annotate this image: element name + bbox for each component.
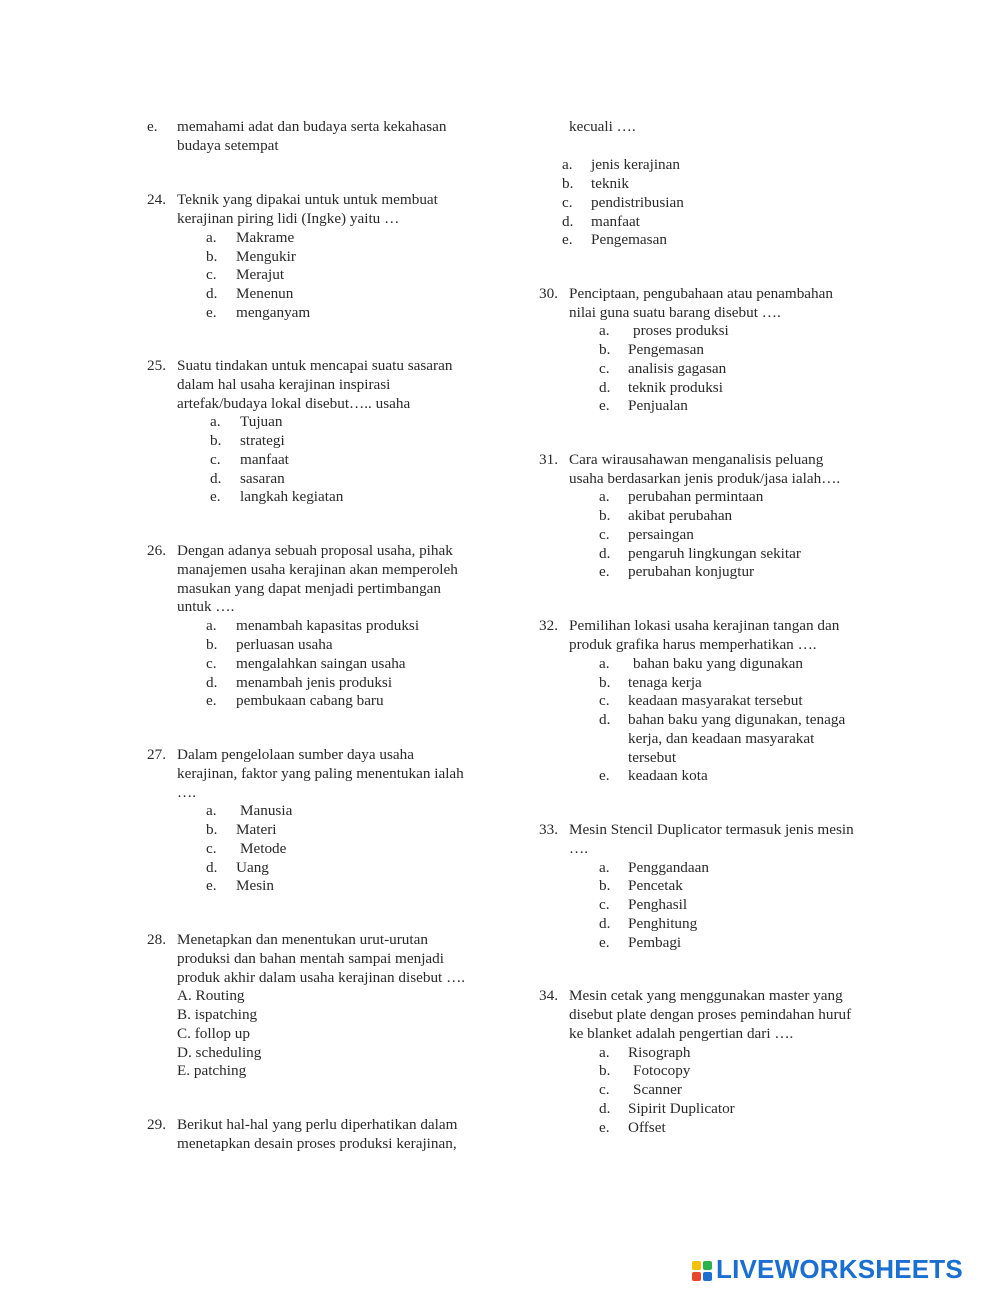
right-column-text-line: Pengemasan — [628, 341, 704, 358]
left-column-text-line: Tujuan — [240, 413, 283, 430]
left-column-text-line: produksi dan bahan mentah sampai menjadi — [177, 950, 444, 967]
right-column-text-line: c. — [562, 194, 573, 211]
right-column-text-line: Penjualan — [628, 397, 688, 414]
right-column-text-line: b. — [599, 507, 611, 524]
left-column-text-line: C. follop up — [177, 1025, 250, 1042]
left-column-text-line: pembukaan cabang baru — [236, 692, 384, 709]
right-column-text-line: tersebut — [628, 749, 677, 766]
right-column-text-line: Mesin Stencil Duplicator termasuk jenis mesin — [569, 821, 854, 838]
left-column-text-line: e. — [147, 118, 158, 135]
left-column-text-line: b. — [206, 248, 218, 265]
left-column-text-line: 27. — [147, 746, 166, 763]
right-column-text-line: analisis gagasan — [628, 360, 727, 377]
left-column-text-line: kerajinan, faktor yang paling menentukan ialah — [177, 765, 464, 782]
right-column-text-line: a. — [599, 1044, 610, 1061]
right-column-text-line: e. — [562, 231, 573, 248]
right-column-text-line: bahan baku yang digunakan, tenaga — [628, 711, 846, 728]
left-column-text-line: perluasan usaha — [236, 636, 333, 653]
liveworksheets-logo[interactable] — [692, 1254, 963, 1284]
left-column-text-line: sasaran — [240, 470, 285, 487]
right-column-text-line: 33. — [539, 821, 558, 838]
right-column-text-line: Penggandaan — [628, 859, 709, 876]
left-column-text-line: a. — [210, 413, 221, 430]
left-column-text-line: c. — [206, 266, 217, 283]
right-column-text-line: Fotocopy — [633, 1062, 691, 1079]
right-column-text-line: Pencetak — [628, 877, 683, 894]
right-column-text-line: perubahan permintaan — [628, 488, 764, 505]
right-column-text-line: proses produksi — [633, 322, 729, 339]
left-column-text-line: Metode — [240, 840, 287, 857]
left-column-text-line: menetapkan desain proses produksi kerajinan, — [177, 1135, 457, 1152]
left-column-text-line: budaya setempat — [177, 137, 279, 154]
left-column-text-line: e. — [206, 692, 217, 709]
left-column-text-line: Merajut — [236, 266, 285, 283]
right-column-text-line: …. — [569, 840, 588, 857]
left-column-text-line: 24. — [147, 191, 166, 208]
left-column-text-line: produk akhir dalam usaha kerajinan disebut …. — [177, 969, 466, 986]
left-column-text-line: dalam hal usaha kerajinan inspirasi — [177, 376, 391, 393]
left-column-text-line: kerajinan piring lidi (Ingke) yaitu … — [177, 210, 400, 227]
left-column-text-line: Mesin — [236, 877, 274, 894]
left-column-text-line: e. — [206, 304, 217, 321]
right-column-text-line: 34. — [539, 987, 558, 1004]
right-column-text-line: c. — [599, 1081, 610, 1098]
left-column-text-line: Makrame — [236, 229, 295, 246]
right-column-text-line: kecuali …. — [569, 118, 636, 135]
left-column-text-line: 28. — [147, 931, 166, 948]
left-column-text-line: 25. — [147, 357, 166, 374]
right-column-text-line: Risograph — [628, 1044, 691, 1061]
right-column-text-line: c. — [599, 692, 610, 709]
right-column-text-line: pendistribusian — [591, 194, 684, 211]
left-column-text-line: memahami adat dan budaya serta kekahasan — [177, 118, 447, 135]
left-column-text-line: a. — [206, 229, 217, 246]
left-column-text-line: Dalam pengelolaan sumber daya usaha — [177, 746, 415, 763]
left-column-text-line: e. — [206, 877, 217, 894]
right-column-text-line: b. — [599, 341, 611, 358]
left-column-text-line: A. Routing — [177, 987, 245, 1004]
left-column-text-line: b. — [210, 432, 222, 449]
right-column-text-line: Cara wirausahawan menganalisis peluang — [569, 451, 824, 468]
right-column-text-line: disebut plate dengan proses pemindahan huruf — [569, 1006, 852, 1023]
left-column-text-line: masukan yang dapat menjadi pertimbangan — [177, 580, 442, 597]
right-column-text-line: 30. — [539, 285, 558, 302]
right-column-text-line: Pembagi — [628, 934, 682, 951]
right-column-text-line: Penciptaan, pengubahaan atau penambahan — [569, 285, 833, 302]
left-column-text-line: d. — [206, 285, 218, 302]
right-column-text-line: nilai guna suatu barang disebut …. — [569, 304, 781, 321]
left-column-text-line: D. scheduling — [177, 1044, 262, 1061]
left-column-text-line: c. — [206, 655, 217, 672]
left-column-text-line: c. — [210, 451, 221, 468]
left-column-text-line: 26. — [147, 542, 166, 559]
left-column-text-line: Mengukir — [236, 248, 296, 265]
left-column-text-line: artefak/budaya lokal disebut….. usaha — [177, 395, 411, 412]
right-column-text-line: b. — [599, 1062, 611, 1079]
left-column-text-line: E. patching — [177, 1062, 247, 1079]
right-column-text-line: e. — [599, 934, 610, 951]
liveworksheets-logo-icon — [692, 1261, 712, 1281]
left-column-text-line: 29. — [147, 1116, 166, 1133]
left-column-text-line: Teknik yang dipakai untuk untuk membuat — [177, 191, 438, 208]
left-column-text-line: Menenun — [236, 285, 294, 302]
left-column-text-line: b. — [206, 636, 218, 653]
right-column-text-line: c. — [599, 896, 610, 913]
right-column-text-line: e. — [599, 767, 610, 784]
right-column-text-line: e. — [599, 397, 610, 414]
right-column-text-line: keadaan kota — [628, 767, 708, 784]
right-column-text-line: Offset — [628, 1119, 666, 1136]
left-column-text-line: Materi — [236, 821, 277, 838]
right-column-text-line: a. — [599, 859, 610, 876]
right-column-text-line: d. — [599, 1100, 611, 1117]
right-column-text-line: tenaga kerja — [628, 674, 702, 691]
left-column-text-line: menambah kapasitas produksi — [236, 617, 420, 634]
right-column-text-line: d. — [599, 545, 611, 562]
right-column-text-line: bahan baku yang digunakan — [633, 655, 803, 672]
right-column-text-line: teknik produksi — [628, 379, 723, 396]
left-column-text-line: Suatu tindakan untuk mencapai suatu sasaran — [177, 357, 453, 374]
right-column-text-line: ke blanket adalah pengertian dari …. — [569, 1025, 794, 1042]
left-column-text-line: manfaat — [240, 451, 289, 468]
left-column-text-line: Dengan adanya sebuah proposal usaha, pihak — [177, 542, 453, 559]
right-column-text-line: teknik — [591, 175, 629, 192]
right-column-text-line: kerja, dan keadaan masyarakat — [628, 730, 815, 747]
right-column-text-line: Pemilihan lokasi usaha kerajinan tangan dan — [569, 617, 840, 634]
left-column-text-line: d. — [206, 859, 218, 876]
right-column-text-line: usaha berdasarkan jenis produk/jasa ialah…. — [569, 470, 841, 487]
right-column-text-line: a. — [599, 655, 610, 672]
left-column-text-line: langkah kegiatan — [240, 488, 344, 505]
left-column-text-line: untuk …. — [177, 598, 235, 615]
right-column-text-line: e. — [599, 1119, 610, 1136]
left-column-text-line: Uang — [236, 859, 269, 876]
right-column-text-line: 32. — [539, 617, 558, 634]
right-column-text-line: c. — [599, 360, 610, 377]
right-column-text-line: b. — [599, 674, 611, 691]
right-column-text-line: b. — [562, 175, 574, 192]
left-column-text-line: a. — [206, 617, 217, 634]
right-column-text-line: a. — [599, 322, 610, 339]
left-column-text-line: b. — [206, 821, 218, 838]
left-column-text-line: d. — [210, 470, 222, 487]
right-column-text-line: b. — [599, 877, 611, 894]
left-column-text-line: Menetapkan dan menentukan urut-urutan — [177, 931, 428, 948]
left-column-text-line: c. — [206, 840, 217, 857]
right-column-text-line: d. — [599, 915, 611, 932]
right-column-text-line: perubahan konjugtur — [628, 563, 755, 580]
right-column-text-line: Mesin cetak yang menggunakan master yang — [569, 987, 843, 1004]
right-column-text-line: 31. — [539, 451, 558, 468]
right-column-text-line: Penghasil — [628, 896, 688, 913]
right-column-text-line: c. — [599, 526, 610, 543]
right-column-text-line: Penghitung — [628, 915, 698, 932]
right-column-text-line: akibat perubahan — [628, 507, 733, 524]
logo-text: LIVEWORKSHEETS — [716, 1253, 963, 1284]
right-column-text-line: pengaruh lingkungan sekitar — [628, 545, 801, 562]
right-column-text-line: d. — [599, 711, 611, 728]
left-column-text-line: e. — [210, 488, 221, 505]
left-column-text-line: menambah jenis produksi — [236, 674, 393, 691]
right-column-text-line: jenis kerajinan — [591, 156, 680, 173]
left-column-text-line: manajemen usaha kerajinan akan memperoleh — [177, 561, 458, 578]
right-column-text-line: persaingan — [628, 526, 694, 543]
right-column-text-line: Scanner — [633, 1081, 682, 1098]
left-column-text-line: mengalahkan saingan usaha — [236, 655, 406, 672]
left-column-text-line: …. — [177, 784, 196, 801]
right-column-text-line: manfaat — [591, 213, 640, 230]
left-column-text-line: B. ispatching — [177, 1006, 258, 1023]
right-column-text-line: Sipirit Duplicator — [628, 1100, 735, 1117]
left-column-text-line: a. — [206, 802, 217, 819]
right-column-text-line: keadaan masyarakat tersebut — [628, 692, 803, 709]
right-column-text-line: d. — [562, 213, 574, 230]
left-column-text-line: d. — [206, 674, 218, 691]
right-column-text-line: a. — [562, 156, 573, 173]
right-column-text-line: Pengemasan — [591, 231, 667, 248]
right-column-text-line: e. — [599, 563, 610, 580]
left-column-text-line: Manusia — [240, 802, 293, 819]
left-column-text-line: Berikut hal-hal yang perlu diperhatikan dalam — [177, 1116, 458, 1133]
right-column-text-line: a. — [599, 488, 610, 505]
right-column-text-line: produk grafika harus memperhatikan …. — [569, 636, 817, 653]
left-column-text-line: menganyam — [236, 304, 311, 321]
left-column-text-line: strategi — [240, 432, 285, 449]
right-column-text-line: d. — [599, 379, 611, 396]
